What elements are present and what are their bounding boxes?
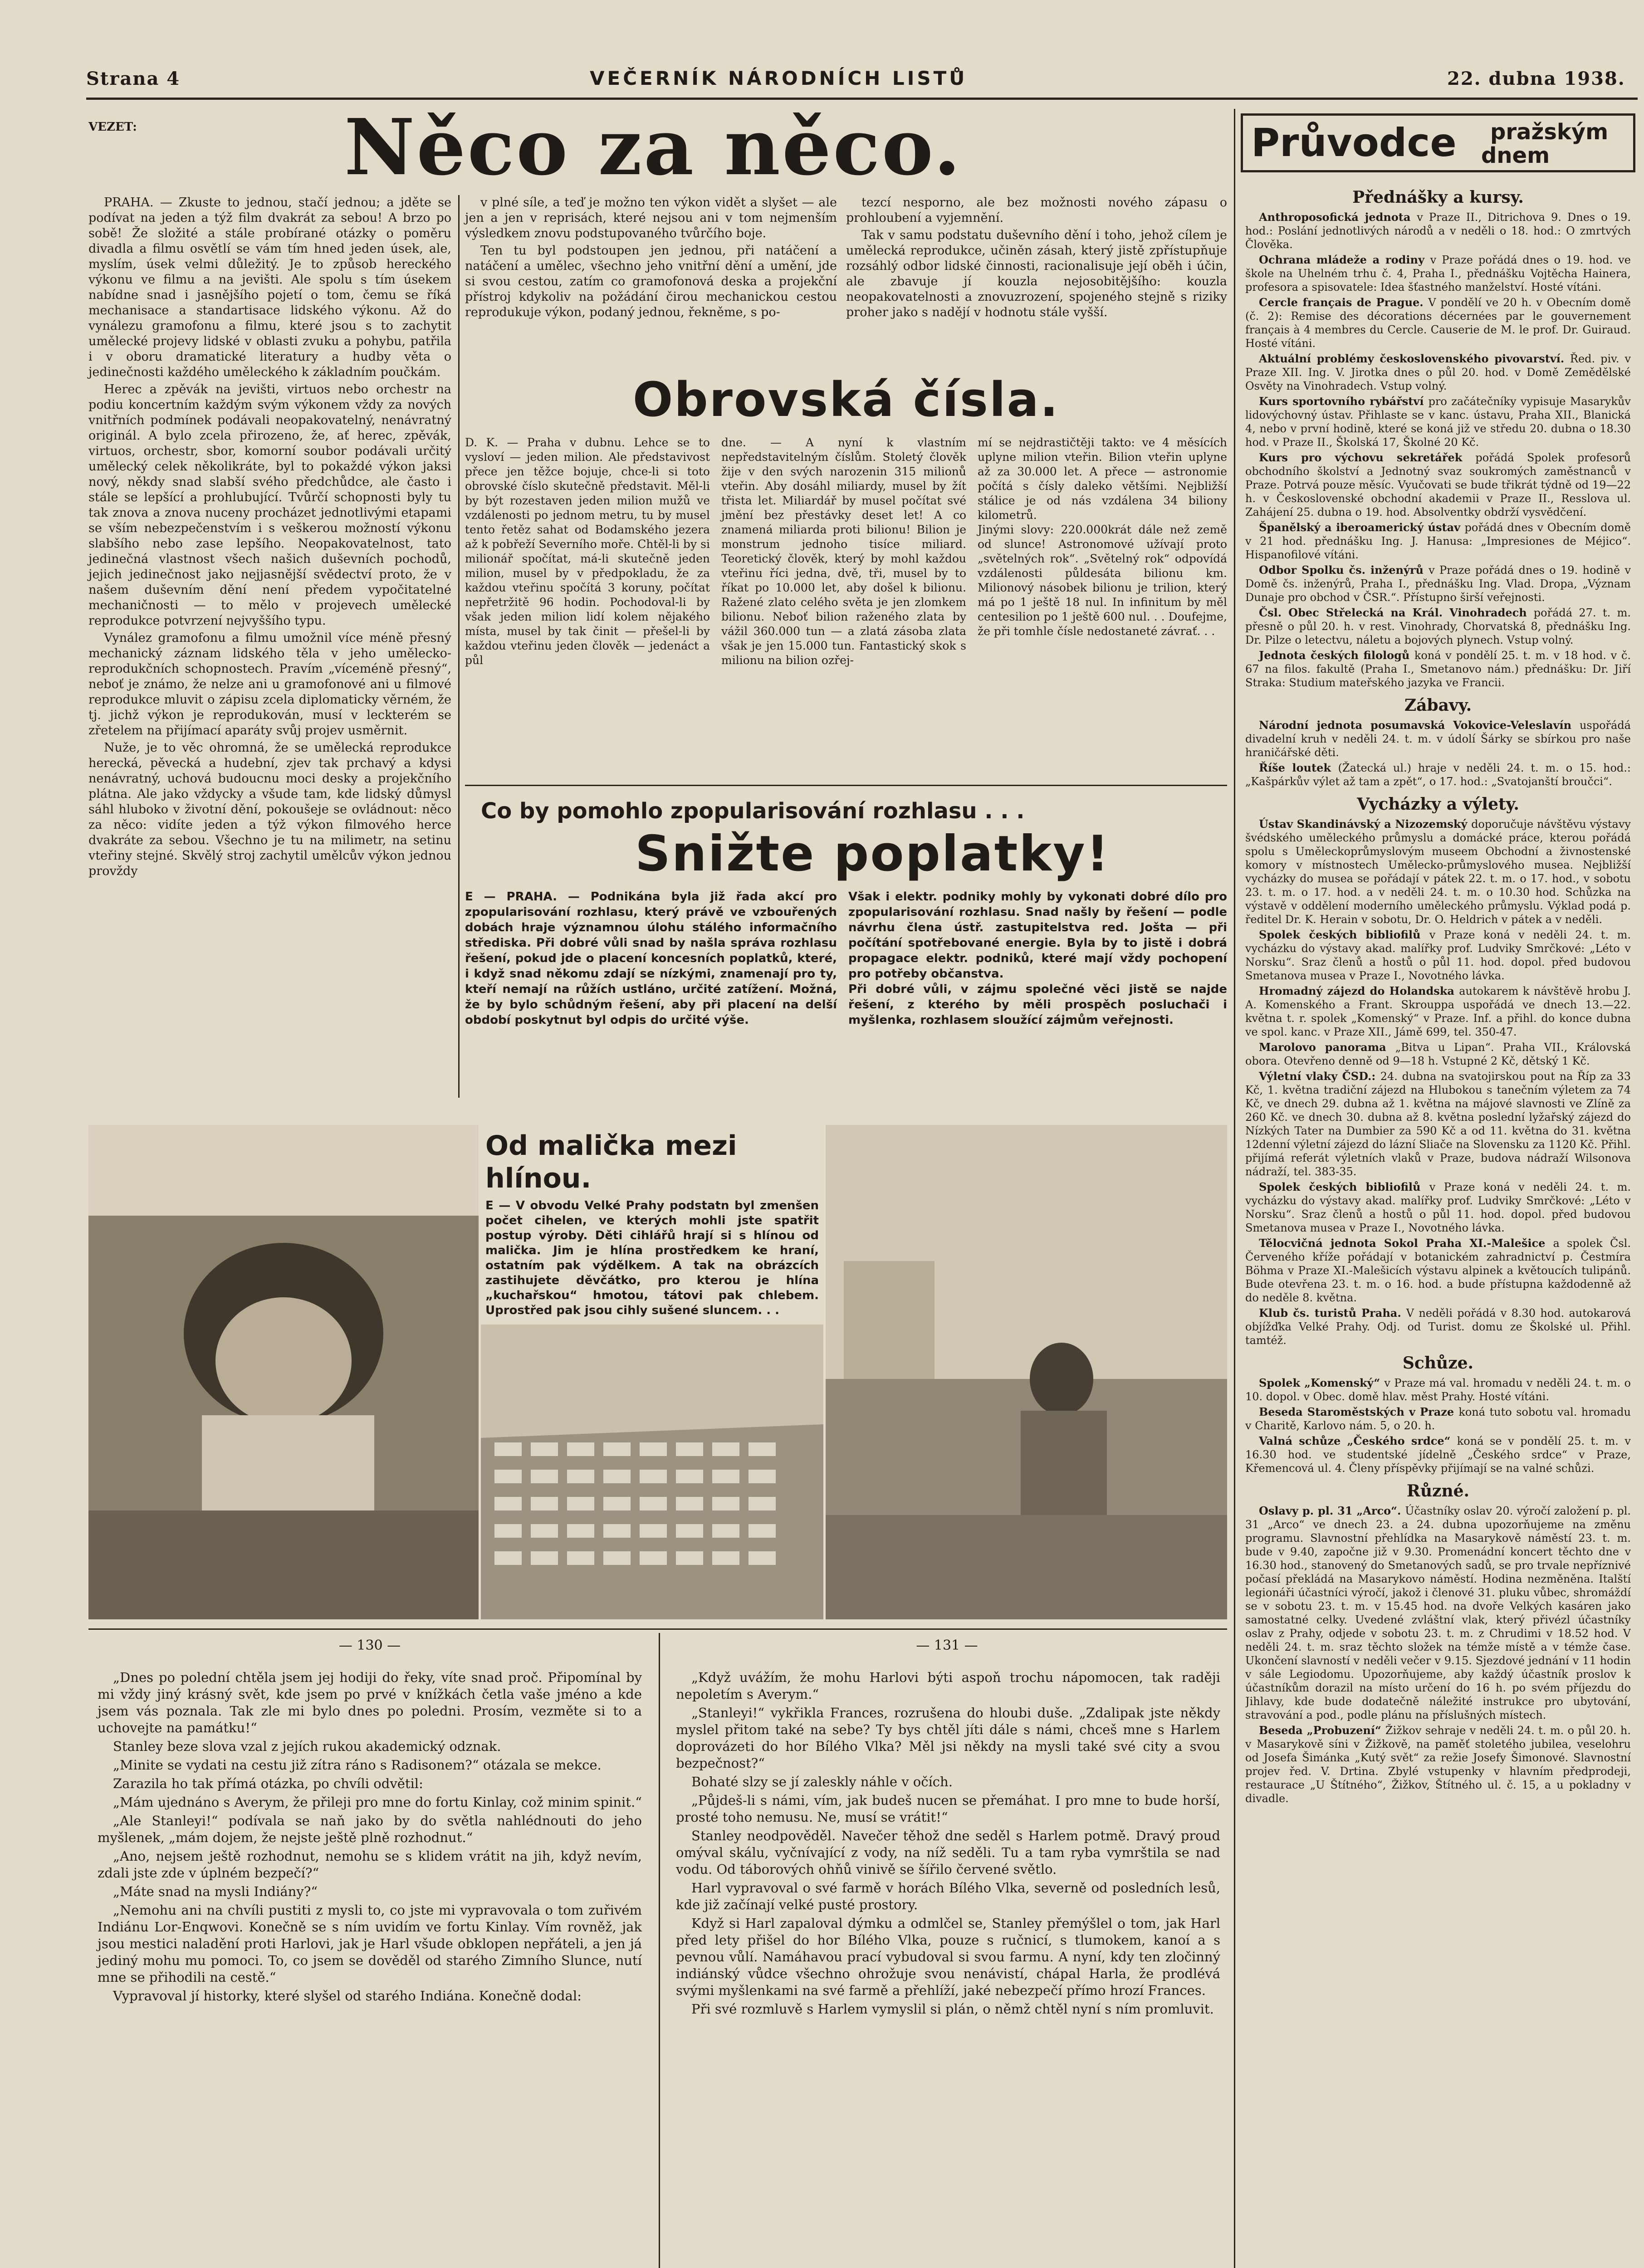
sidebar-listings	[1245, 181, 1631, 2268]
listing-lead: Cercle français de Prague.	[1259, 296, 1429, 309]
paragraph: Stanley neodpověděl. Navečer těhož dne seděl s Harlem potmě. Dravý proud omýval skálu, vyčnívající z vody, na níž seděli. Tu a tam ryba vymrštila se nad vodu. Od táborových ohňů vinivě se šířilo červené světlo.	[676, 1828, 1220, 1877]
sidebar-listing	[1245, 719, 1631, 759]
sidebar-listing	[1245, 352, 1631, 393]
column-rule	[659, 1633, 660, 2268]
paragraph: „Nemohu ani na chvíli pustiti z mysli to, co jste mi vypravovala o tom zuřivém Indiánu Lor-Enqwovi. Konečně se s ním uvidím ve fortu Kinlay. Vím rovněž, jak jsou mestici naladění proti Harlovi, jak je Harl všude obklopen nepřáteli, a jen já jediný mohu mu pomoci. To, co jsem se dověděl od starého Zimního Slunce, nutí mne se přihodili na cestě.“	[98, 1902, 642, 1985]
article-title: Snižte poplatky!	[635, 826, 1110, 882]
article-kicker: Co by pomohlo zpopularisování rozhlasu . . .	[481, 798, 1025, 824]
paragraph: Harl vypravoval o své farmě v horách Bílého Vlka, severně od posledních lesů, kde již začínají velké pusté prostory.	[676, 1880, 1220, 1912]
article-kicker: VEZET:	[88, 120, 137, 134]
listing-lead: Čsl. Obec Střelecká na Král. Vinohradech	[1259, 606, 1534, 619]
article-column-1	[88, 195, 451, 881]
column-rule	[458, 195, 460, 1098]
listing-text: koná se v pondělí 25. t. m. v 16.30 hod. ve studentské jídelně „Českého srdce“ v Praze, Křemencová ul. 4. Členy příspěvky přijímají se na valné schůzi.	[1245, 1435, 1631, 1475]
listing-lead: Kurs pro výchovu sekretářek	[1259, 451, 1476, 464]
paragraph: tezcí nesporno, ale bez možnosti nového zápasu o prohloubení a vyjemnění.	[846, 196, 1227, 225]
paragraph: „Mám ujednáno s Averym, že přileji pro mne do fortu Kinlay, což minim spinit.“	[113, 1794, 642, 1810]
issue-date: 22. dubna 1938.	[1447, 68, 1625, 89]
sidebar-listing	[1245, 1041, 1631, 1068]
sidebar-listing	[1245, 761, 1631, 788]
paragraph: Bohaté slzy se jí zaleskly náhle v očích.	[691, 1774, 953, 1789]
listing-lead: Odbor Spolku čs. inženýrů	[1259, 563, 1429, 577]
photo-caption-box	[481, 1125, 823, 1325]
sidebar-listing	[1245, 1237, 1631, 1305]
listing-lead: Říše loutek	[1259, 761, 1338, 774]
listing-text: v Praze koná v neděli 24. t. m. vycházku do výstavy akad. malířky prof. Ludviky Smrčkové: „Léto v Norsku“. Sraz členů a hostů o půl 11. hod. dopol. před budovou Smetanova musea v Praze I., Novotného lávka.	[1245, 929, 1631, 982]
photo-caption: E — V obvodu Velké Prahy podstatn byl zmenšen počet cihelen, ve kterých mohli jste spatřit postup výroby. Děti cihlářů hrají si s hlínou od malička. Jim je hlína prostředkem ke hraní, ostatním pak výdělkem. A tak na obrázcích zastihujete děvčátko, pro kterou je hlína „kuchařskou“ hmotou, tátovi pak chlebem. Uprostřed pak jsou cihly sušené sluncem. . .	[485, 1199, 819, 1317]
listing-text: autokarem k návštěvě hrobu J. A. Komenského a Frant. Skrouppa uspořádá ve dnech 13.—22. května t. r. spolek „Komenský“ v Praze. Inf. a přihl. do konce dubna ve spol. kanc. v Praze XII., Jámě 699, tel. 350-47.	[1245, 985, 1631, 1038]
sidebar-section-heading: Vycházky a výlety.	[1357, 795, 1519, 814]
sidebar-listing	[1245, 1405, 1631, 1432]
paragraph: PRAHA. — Zkuste to jednou, stačí jednou; a jděte se podívat na jeden a týž film dvakrát za sebou! A brzo po sobě! Že složité a stále probírané otázky o poměru divadla a filmu osvětlí se vám tím hned jeden úsek, ale, myslím, úsek velmi důležitý. Je to způsob hereckého výkonu ve filmu a na jevišti. Ale spolu s tím úsekem nabídne snad i jasnějšího pojetí o tom, čemu se říká mechanisace a standartisace lidského výkonu. Až do vynálezu gramofonu a filmu, které jsou s to zachytit umělecké projevy lidské v oblasti zvuku a pohybu, patřila i v oboru dramatické literatury a hudby věta o jedinečnosti každého uměleckého k základním poučkám.	[88, 196, 451, 379]
sidebar-listing	[1245, 1306, 1631, 1347]
paragraph: Vynález gramofonu a filmu umožnil více méně přesný mechanický záznam lidského těla v jeho umělecko-reprodukčních schopnostech. Pravím „víceméně přesný“, neboť je známo, že nelze ani u gramofonové ani u filmové reprodukce mluvit o zápisu zcela diplomaticky věrném, že tj. jichž výkon je reprodukován, musí v leckterém se zřetelem na přijímací aparáty svůj projev usměrnit.	[88, 631, 451, 738]
listing-lead: Kurs sportovního rybářství	[1259, 395, 1429, 408]
listing-text: pořádá dnes v Obecním domě v 21 hod. přednášku Ing. J. Hanusa: „Impresiones de Méjico“. Hispanofilové vítáni.	[1245, 521, 1631, 561]
sidebar-listing	[1245, 395, 1631, 449]
listing-text: uspořádá divadelní kruh v neděli 24. t. m. v údolí Šárky se sbírkou pro naše hraničářské děti.	[1245, 719, 1631, 759]
paragraph: Ten tu byl podstoupen jen jednou, při natáčení a natáčení a umělec, všechno jeho vnitřní dění a umění, jde si svou cestou, zatím co gramofonová deska a projekční přístroj kdykoliv na požádání čirou mechanickou cestou reprodukuje výkon, podaný jednou, řekněme, s po-	[465, 244, 837, 319]
listing-lead: Beseda Staroměstských v Praze	[1259, 1405, 1459, 1418]
novel-left-column	[98, 1669, 642, 2006]
page-number: Strana 4	[86, 68, 181, 89]
listing-text: V pondělí ve 20 h. v Obecním domě (č. 2): Remise des décorations décernées par le gouvernement français à 4 membres du Cercle. Causerie de M. le prof. Dr. Guiraud. Hosté vítáni.	[1245, 296, 1631, 350]
novel-page-number: — 131 —	[916, 1637, 978, 1653]
listing-lead: Spolek „Komenský“	[1259, 1376, 1385, 1389]
article-column-1: E — PRAHA. — Podnikána byla již řada akcí pro zpopularisování rozhlasu, který právě ve vzbouřených dobách hraje významnou úlohu stálého informačního střediska. Při dobré vůli snad by našla správa rozhlasu řešení, pokud jde o placení koncesních poplatků, které, i když snad někomu zdají se nízkými, znamenají pro ty, kteří nemají na růžích ustláno, určité zatížení. Možná, že by bylo schůdným řešení, aby při placení na delší období poskytnut byl odpis do určité výše.	[465, 890, 837, 1027]
sidebar-section-heading: Zábavy.	[1404, 696, 1472, 715]
sidebar-title-box	[1241, 113, 1635, 172]
listing-lead: Oslavy p. pl. 31 „Arco“.	[1259, 1504, 1405, 1517]
article-title: Obrovská čísla.	[632, 372, 1060, 427]
listing-text: pořádá 27. t. m. přesně o půl 20. h. v rest. Vinohrady, Chorvatská 8, přednášku Ing. Dr. Pilze o letectvu, náletu a bojových plynech. Vstup volný.	[1245, 606, 1631, 646]
sidebar-listing	[1245, 296, 1631, 350]
article-column-3	[846, 195, 1227, 322]
listing-lead: Spolek českých bibliofilů	[1259, 928, 1429, 941]
listing-lead: Klub čs. turistů Praha.	[1259, 1306, 1406, 1320]
listing-text: v Praze pořádá dnes o 19. hodině v Domě čs. inženýrů, Praha I., přednášku Ing. Vlad. Dropa, „Význam Dunaje pro obchod v ČSR.“. Přístupno širší veřejnosti.	[1245, 564, 1631, 604]
sidebar-title-side: pražským	[1490, 119, 1609, 145]
sidebar-rule	[1234, 109, 1235, 2268]
listing-text: (Žatecká ul.) hraje v neděli 24. t. m. o 15. hod.: „Kašpárkův výlet až tam a zpět“, o 17. hod.: „Svatojanští broučci“.	[1245, 762, 1631, 788]
listing-lead: Valná schůze „Českého srdce“	[1259, 1434, 1457, 1447]
paragraph: „Ale Stanleyi!“ podívala se naň jako by do světla nahlédnouti do jeho myšlenek, „mám dojem, že nejste ještě plně rozhodnut.“	[98, 1813, 642, 1845]
paragraph: „Když uvážím, že mohu Harlovi býti aspoň trochu nápomocen, tak raději nepoletím s Averym.“	[676, 1670, 1220, 1702]
paragraph: Tak v samu podstatu duševního dění i toho, jehož cílem je umělecká reprodukce, učiněn zásah, který jistě zpřístupňuje rozsáhlý odbor lidské činnosti, racionalisuje její oběh i účin, ale zbavuje jí kouzla nejosobitějšího: kouzla neopakovatelnosti a znovuzrození, spojeného stejně s riziky proher jako s nadějí v hodnotu stále vyšší.	[846, 228, 1227, 319]
sidebar-listing	[1245, 984, 1631, 1039]
listing-lead: Jednota českých filologů	[1259, 649, 1414, 662]
sidebar-listing	[1245, 817, 1631, 926]
listing-text: V neděli pořádá v 8.30 hod. autokarová objížďka Velké Prahy. Odj. od Turist. domu ze Školské ul. Přihl. tamtéž.	[1245, 1307, 1631, 1347]
article-column-3: mí se nejdrastičtěji takto: ve 4 měsících uplyne milion vteřin. Bilion vteřin uplyne až za 30.000 let. A přece — astronomie počítá s čísly daleko většími. Nejbližší stálice je od nás vzdálena 34 biliony kilometrů. Jinými slovy: 220.000krát dále než země od slunce! Astronomové užívají proto „světelných rok“. „Světelný rok“ odpovídá vzdálenosti půldesáta bilionu km. Milionový násobek bilionu je trilion, který má po 1 ještě 18 nul. In infinitum by měl centesilion po 1 ještě 600 nul. . . Doufejme, že při tomhle čísle nedostaneté závrať. . .	[978, 436, 1227, 638]
listing-lead: Národní jednota posumavská Vokovice-Veleslavín	[1259, 719, 1580, 732]
sidebar-listing	[1245, 1434, 1631, 1475]
sidebar-listing	[1245, 649, 1631, 689]
listing-lead: Beseda „Probuzení“	[1259, 1724, 1385, 1737]
section-rule	[88, 1628, 1227, 1630]
listing-lead: Výletní vlaky ČSD.:	[1259, 1070, 1380, 1083]
paragraph: Když si Harl zapaloval dýmku a odmlčel se, Stanley přemýšlel o tom, jak Harl před lety přišel do hor Bílého Vlka, pouze s ručnicí, s tlumokem, kanoí a s pevnou vůlí. Namáhavou prací vybudoval si svou farmu. A nyní, kdy ten zločinný indiánský vůdce všechno ohrožuje svou nenávistí, chápal Harla, že prodlévá svými myšlenkami na své farmě a přehlíží, jaké nebezpečí přímo hrozí Frances.	[676, 1916, 1220, 1998]
listing-lead: Tělocvičná jednota Sokol Praha XI.-Malešice	[1259, 1237, 1553, 1250]
sidebar-section-heading: Přednášky a kursy.	[1352, 188, 1524, 207]
listing-lead: Hromadný zájezd do Holandska	[1259, 984, 1459, 997]
paragraph: „Půjdeš-li s námi, vím, jak budeš nucen se přemáhat. I pro mne to bude horší, prosté toho nemusu. Ne, musí se vrátit!“	[676, 1793, 1220, 1825]
sidebar-listing	[1245, 451, 1631, 519]
paragraph: Vypravoval jí historky, které slyšel od starého Indiána. Konečně dodal:	[113, 1988, 582, 2004]
sidebar-title-side: dnem	[1481, 143, 1550, 168]
listing-text: a spolek Čsl. Červeného kříže pořádají v botanickém zahradnictví p. Čestmíra Böhma v Praze XI.-Malešicích výstavu alpinek a květoucích tulipánů. Bude otevřena 23. t. m. o 16. hod. a bude přístupna každodenně až do neděle 8. května.	[1245, 1237, 1631, 1304]
listing-lead: Anthroposofická jednota	[1259, 210, 1417, 224]
sidebar-listing	[1245, 210, 1631, 251]
listing-text: v Praze koná v neděli 24. t. m. vycházku do výstavy akad. malířky prof. Ludviky Smrčkové: „Léto v Norsku“. Sraz členů a hostů o půl 11. hod. dopol. před budovou Smetanova musea v Praze I., Novotného lávka.	[1245, 1181, 1631, 1234]
paragraph: „Stanleyi!“ vykřikla Frances, rozrušena do hloubi duše. „Zdalipak jste někdy myslel přitom také na sebe? Ty bys chtěl jíti dále s námi, chceš mne s Harlem doprovázeti do hor Bílého Vlka? Měl jsi někdy na mysli také své city a svou bezpečnost?“	[676, 1705, 1220, 1771]
sidebar-listing	[1245, 1180, 1631, 1235]
listing-text: Řed. piv. v Praze XII. Ing. V. Jirotka dnes o půl 20. hod. v Domě Zemědělské Osvěty na Vinohradech. Vstup volný.	[1245, 352, 1631, 392]
listing-lead: Marolovo panorama	[1259, 1041, 1395, 1054]
listing-text: v Praze II., Ditrichova 9. Dnes o 19. hod.: Poslání jednotlivých národů a v neděli o 18. hod.: O zmrtvých Člověka.	[1245, 211, 1631, 251]
listing-text: doporučuje návštěvu výstavy švédského uměleckého průmyslu a domácké práce, kterou pořádá spolu s Uměleckoprůmyslovým museem Obchodní a živnostenské komory v místnostech Umělecko-průmyslového musea. Nejbližší vycházky do musea se pořádají v pátek 22. t. m. o 17. hod., v sobotu 23. t. m. o 17. hod. a v neděli 24. t. m. o 10.30 hod. Schůzka na výstavě v oddělení moderního uměleckého průmyslu. Výklad podá p. ředitel Dr. K. Herain v sobotu, Dr. O. Heldrich v pátek a v neděli.	[1245, 818, 1631, 926]
sidebar-listing	[1245, 928, 1631, 982]
novel-page-number: — 130 —	[338, 1637, 401, 1653]
paragraph: Zarazila ho tak přímá otázka, po chvíli odvětil:	[113, 1776, 423, 1791]
listing-text: v Praze má val. hromadu v neděli 24. t. m. o 10. dopol. v Obec. domě hlav. měst Prahy. Hosté vítáni.	[1245, 1377, 1631, 1403]
paragraph: „Ano, nejsem ještě rozhodnut, nemohu se s klidem vrátit na jih, když nevím, zdali jste zde v úplném bezpečí?“	[98, 1848, 642, 1881]
paragraph: Herec a zpěvák na jevišti, virtuos nebo orchestr na podiu koncertním každým svým výkonem vždy za nových vnitřních podmínek podávali neopakovatelný, nenávratný originál. A bylo zcela přirozeno, že, ať herec, zpěvák, virtuos, orchestr, sbor, komorní soubor podávali určitý umělecký celek několikráte, byl to pokaždé výkon jaksi nový, někdy snad slabší svého předchůdce, ale často i stále se lepšící a prohlubující. Tvůrčí schopnosti byly tu tak znova a znova nuceny procházet jednotlivými etapami se vším nebezpečenstvím i s veškerou možností výkonu slabšího nebo zase lepšího. Neopakovatelnost, tato jedinečná vlastnost všech našich duševních pochodů, jejich jedinečnost jako nejjasnější svědectví proto, že v našem duševním dění není předem vypočitatelné mechaničnosti — to mělo v projevech umělecké reprodukce potvrzení nejvyššího typu.	[88, 382, 451, 628]
article-column-2	[465, 195, 837, 322]
photo-title: Od malička mezi hlínou.	[485, 1130, 737, 1194]
listing-text: pořádá Spolek profesorů obchodního školství a Jednotný svaz soukromých zaměstnanců v Praze. Potrvá pouze měsíc. Vyučovati se bude třikrát týdně od 19—22 h. v Československé obchodní akademii v Praze II., Resslova ul. Zahájení 25. dubna o 19. hod. Absolventky obdrží vysvědčení.	[1245, 451, 1631, 518]
paragraph: „Minite se vydati na cestu již zítra ráno s Radisonem?“ otázala se mekce.	[113, 1757, 602, 1773]
sidebar-title: Průvodce	[1251, 120, 1457, 166]
listing-text: Žižkov sehraje v neděli 24. t. m. o půl 20. h. v Masarykově síni v Žižkově, na paměť stoletého jubilea, veselohru od Josefa Šimánka „Kutý svět“ za režie Josefy Šimonové. Slavnostní projev řed. V. Drtina. Zbylé vstupenky v hlavním předprodeji, restaurace „U Štítného“, Žižkov, Štítného ul. č. 15, a u pokladny v divadle.	[1245, 1724, 1631, 1805]
listing-text: 24. dubna na svatojirskou pout na Říp za 33 Kč, 1. května tradiční zájezd na Hlubokou s tanečním výletem za 74 Kč, ve dnech 29. dubna až 1. května na májové slavnosti ve Zlíně za 260 Kč. ve dnech 30. dubna až 8. května poslední lyžařský zájezd do Nízkých Tater na Dumbier za 590 Kč a od 11. května do 31. května 12denní výletní zájezd do lázní Sliače na Slovensku za 1120 Kč. Přihl. přijímá referát výletních vlaků v Praze, budova nádraží Wilsonova nádraží, tel. 383-35.	[1245, 1070, 1631, 1178]
listing-text: pro začátečníky vypisuje Masarykův lidovýchovný ústav. Přihlaste se v kanc. ústavu, Praha XII., Blanická 4, nebo v první hodině, které se koná již ve středu 20. dubna o 18.30 hod. v Praze II., Školská 17, Školné 20 Kč.	[1245, 395, 1631, 449]
paragraph: „Máte snad na mysli Indiány?“	[113, 1884, 318, 1899]
listing-text: „Bitva u Lipan“. Praha VII., Královská obora. Otevřeno denně od 9—18 h. Vstupné 2 Kč, dětský 1 Kč.	[1245, 1041, 1631, 1067]
article-column-2: dne. — A nyní k vlastním nepředstavitelným číslům. Stoletý člověk žije v den svých narozenin 315 milionů vteřin. Aby dosáhl miliardy, musel by žít třista let. Miliardář by musel počítat své jmění bez přestávky deset let! A co znamená miliarda proti bilionu! Bilion je monstrum jednoho tisíce miliard. Teoretický člověk, který by mohl každou vteřinu říci jedna, dvě, tři, musel by to říkat po 10.000 let, aby došel k bilionu. Ražené zlato celého světa je jen zlomkem bilionu. Neboť bilion raženého zlata by vážil 360.000 tun — a zlatá zásoba zlata však je jen 15.000 tun. Fantastický skok s milionu na bilion ozřej-	[721, 436, 966, 667]
listing-text: v Praze pořádá dnes o 19. hod. ve škole na Uhelném trhu č. 4, Praha I., přednášku Vojtěcha Hainera, profesora a spisovatele: Idea šťastného manželství. Hosté vítáni.	[1245, 254, 1631, 293]
paragraph: Nuže, je to věc ohromná, že se umělecká reprodukce herecká, pěvecká a hudební, zjev tak prchavý a kdysi nenávratný, uchová budoucnu moci desky a projekčního plátna. Ale jako vždycky a všude tam, kde lidský důmysl sáhl hluboko v životní dění, pokoušeje se ovládnout: něco za něco: vidíte jeden a týž výkon filmového herce dvakráte za sebou. Všechno je tu na milimetr, na setinu vteřiny stejné. Skvělý stroj zachytil umělcův výkon jednou provždy	[88, 741, 451, 878]
sidebar-listing	[1245, 1376, 1631, 1403]
section-rule	[465, 785, 1227, 786]
photo-girl-with-clay	[88, 1125, 479, 1619]
sidebar-listing	[1245, 1070, 1631, 1178]
sidebar-listing	[1245, 1504, 1631, 1722]
paragraph: „Dnes po polední chtěla jsem jej hodiji do řeky, víte snad proč. Připomínal by mi vždy jiný krásný svět, kde jsem po prvé v knížkách četla vaše jméno a kde jsem vás poznala. Tak zle mi bylo dnes po poledni. Prosím, vezměte si to a uchovejte na památku!“	[98, 1670, 642, 1735]
sidebar-listing	[1245, 563, 1631, 604]
paragraph: Při své rozmluvě s Harlem vymyslil si plán, o němž chtěl nyní s ním promluvit.	[691, 2001, 1214, 2017]
sidebar-section-heading: Schůze.	[1402, 1354, 1474, 1373]
novel-right-column	[676, 1669, 1220, 2019]
article-title: Něco za něco.	[344, 102, 963, 193]
sidebar-listing	[1245, 606, 1631, 647]
listing-lead: Aktuální problémy československého pivovarství.	[1259, 352, 1570, 365]
listing-lead: Ústav Skandinávský a Nizozemský	[1259, 817, 1472, 831]
article-column-1: D. K. — Praha v dubnu. Lehce se to vysloví — jeden milion. Ale představivost přece jen těžce bojuje, chce-li si toto obrovské číslo skutečně představit. Měl-li by být rozestaven jeden milion mužů ve vzdálenosti po jednom metru, tu by musel tento řetěz sahat od Bodamského jezera až k pobřeží Severního moře. Chtěl-li by si milionář spočítat, má-li skutečně jeden milion, musel by v předpokladu, že za každou vteřinu spočítá 3 koruny, počítat nepřetržitě 96 hodin. Pochodoval-li by však jeden milion lidí kolem nějakého místa, musel by tak činit — přešel-li by každou vteřinu jeden člověk — jedenáct a půl	[465, 436, 710, 667]
listing-text: Účastníky oslav 20. výročí založení p. pl. 31 „Arco“ ve dnech 23. a 24. dubna upozorňujeme na změnu programu. Slavnostní přehlídka na Masarykově náměstí 23. t. m. bude v 9.40, započne již v 9.30. Promenádní koncert těchto dne v 16.30 hod., stanovený do Smetanových sadů, se pro trvale nepříznivé počasí překládá na Masarykovo náměstí. Hodina nezměněna. Italští legionáři účastníci výročí, jakož i členové 31. pluku vůbec, shromáždí se v sobotu 23. t. m. v 15.45 hod. na dvoře Velkých kasáren jako samostatné celky. Uvedené zvláštní vlak, který přivézl účastníky oslav z Prahy, odjede v sobotu 23. t. m. z Chrudimi v 18.52 hod. V neděli 24. t. m. sraz těchto složek na témže místě a v témže čase. Ukončení slavností v neděli večer v 9.15. Sjezdové jednání v 11 hodin v sále Legiodomu. Upozorňujeme, aby každý účastník proslov k účastníkům dorazil na místo určení do 16 h. po svém příjezdu do Jihlavy, kde bude dodatečně náležité instrukce pro ubytování, stravování a pod., podle plánu na příslušných místech.	[1245, 1505, 1631, 1721]
header-rule	[86, 98, 1638, 100]
paragraph: Stanley beze slova vzal z jejích rukou akademický odznak.	[113, 1739, 501, 1754]
listing-lead: Španělský a iberoamerický ústav	[1259, 521, 1465, 534]
listing-text: koná tuto sobotu val. hromadu v Charitě, Karlovo nám. 5, o 20. h.	[1245, 1406, 1631, 1432]
sidebar-listing	[1245, 521, 1631, 562]
photo-father-at-work	[826, 1125, 1227, 1619]
paragraph: v plné síle, a teď je možno ten výkon vidět a slyšet — ale jen a jen v reprisách, které nejsou ani v tom nejmenším výsledkem znovu podstupovaného tvůrčího boje.	[465, 196, 837, 240]
listing-lead: Ochrana mládeže a rodiny	[1259, 253, 1430, 266]
sidebar-section-heading: Různé.	[1406, 1481, 1470, 1501]
masthead: VEČERNÍK NÁRODNÍCH LISTŮ	[590, 67, 968, 89]
sidebar-listing	[1245, 1724, 1631, 1805]
listing-lead: Spolek českých bibliofilů	[1259, 1180, 1429, 1193]
sidebar-listing	[1245, 253, 1631, 294]
article-column-2: Však i elektr. podniky mohly by vykonati dobré dílo pro zpopularisování rozhlasu. Snad našly by řešení — podle návrhu člena ústř. zastupitelstva red. Jošta — při počítání spotřebované energie. Byla by to jistě i dobrá propagace elektr. podniků, které mají vždy pochopení pro potřeby občanstva. Při dobré vůli, v zájmu společné věci jistě se najde řešení, z kterého by měli prospěch posluchači i myšlenka, rozhlasem sloužící zájmům veřejnosti.	[848, 890, 1227, 1027]
listing-text: koná v pondělí 25. t. m. v 18 hod. v č. 67 na filos. fakultě (Praha I., Smetanovo nám.) přednášku: Dr. Jiří Straka: Studium mateřského jazyka ve Francii.	[1245, 649, 1631, 689]
